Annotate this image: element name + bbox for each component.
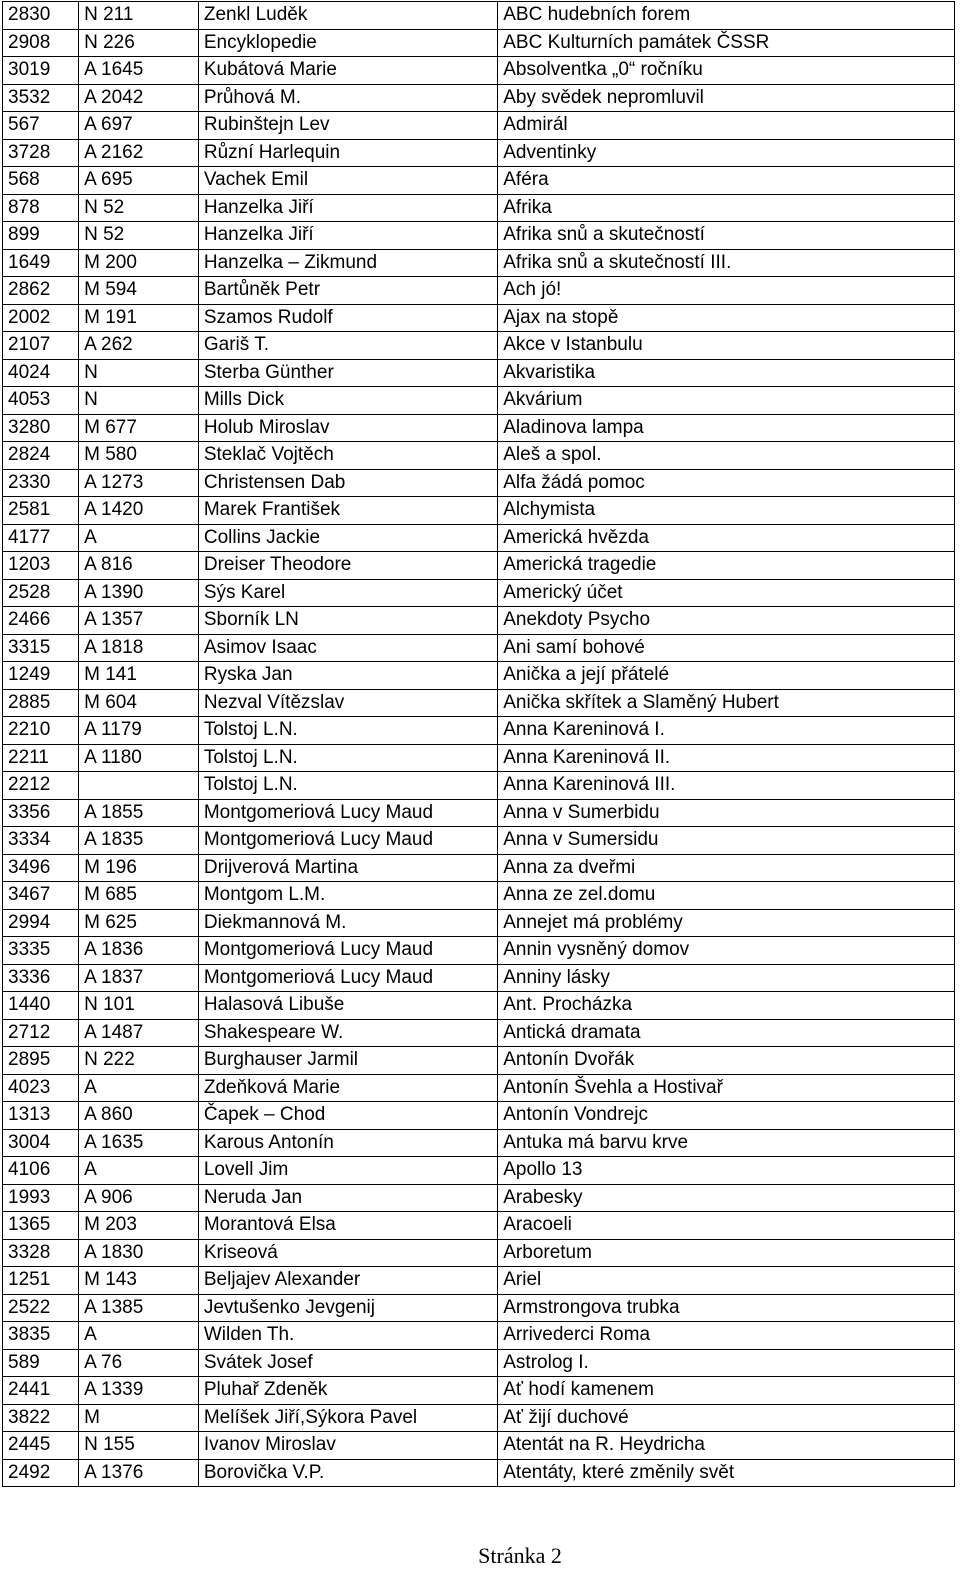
table-row (3, 1432, 955, 1460)
cell-shelf-mark: M 203 (79, 1212, 199, 1240)
cell-author: Neruda Jan (198, 1184, 497, 1212)
cell-title: Aféra (498, 167, 955, 195)
cell-title: Antická dramata (498, 1019, 955, 1047)
cell-title: Alfa žádá pomoc (498, 469, 955, 497)
cell-shelf-mark: A 1180 (79, 744, 199, 772)
cell-author: Marek František (198, 497, 497, 525)
cell-shelf-mark: A 1420 (79, 497, 199, 525)
cell-inventory-number: 2908 (3, 29, 79, 57)
cell-inventory-number: 2492 (3, 1459, 79, 1487)
cell-author: Zenkl Luděk (198, 2, 497, 30)
cell-shelf-mark: A 906 (79, 1184, 199, 1212)
cell-author: Průhová M. (198, 84, 497, 112)
cell-author: Vachek Emil (198, 167, 497, 195)
cell-title: Aleš a spol. (498, 442, 955, 470)
cell-inventory-number: 3532 (3, 84, 79, 112)
cell-shelf-mark: A 1818 (79, 634, 199, 662)
cell-inventory-number: 2107 (3, 332, 79, 360)
cell-title: Anička a její přátelé (498, 662, 955, 690)
table-row (3, 167, 955, 195)
cell-shelf-mark: M 625 (79, 909, 199, 937)
cell-author: Ivanov Miroslav (198, 1432, 497, 1460)
table-row (3, 1019, 955, 1047)
cell-title: Antuka má barvu krve (498, 1129, 955, 1157)
cell-inventory-number: 2210 (3, 717, 79, 745)
table-row (3, 222, 955, 250)
cell-shelf-mark: A 1357 (79, 607, 199, 635)
cell-author: Borovička V.P. (198, 1459, 497, 1487)
cell-shelf-mark: N 52 (79, 222, 199, 250)
cell-inventory-number: 3019 (3, 57, 79, 85)
table-row (3, 964, 955, 992)
table-row (3, 634, 955, 662)
cell-title: Annin vysněný domov (498, 937, 955, 965)
cell-shelf-mark: M 200 (79, 249, 199, 277)
cell-shelf-mark: A 1385 (79, 1294, 199, 1322)
cell-inventory-number: 2522 (3, 1294, 79, 1322)
cell-inventory-number: 2441 (3, 1377, 79, 1405)
cell-title: Ant. Procházka (498, 992, 955, 1020)
cell-inventory-number: 1251 (3, 1267, 79, 1295)
table-row (3, 29, 955, 57)
cell-shelf-mark: A 2042 (79, 84, 199, 112)
table-row (3, 1459, 955, 1487)
cell-inventory-number: 1313 (3, 1102, 79, 1130)
table-row (3, 442, 955, 470)
cell-author: Montgomeriová Lucy Maud (198, 827, 497, 855)
cell-title: ABC Kulturních památek ČSSR (498, 29, 955, 57)
cell-author: Lovell Jim (198, 1157, 497, 1185)
cell-title: Arrivederci Roma (498, 1322, 955, 1350)
cell-inventory-number: 2581 (3, 497, 79, 525)
cell-shelf-mark: M 580 (79, 442, 199, 470)
cell-title: Antonín Švehla a Hostivař (498, 1074, 955, 1102)
cell-shelf-mark: N 52 (79, 194, 199, 222)
table-row (3, 1404, 955, 1432)
cell-author: Sterba Günther (198, 359, 497, 387)
table-row (3, 1129, 955, 1157)
cell-inventory-number: 3728 (3, 139, 79, 167)
cell-title: Anna Kareninová I. (498, 717, 955, 745)
table-row (3, 524, 955, 552)
cell-shelf-mark: A 1376 (79, 1459, 199, 1487)
cell-shelf-mark: A 262 (79, 332, 199, 360)
cell-shelf-mark: A 1836 (79, 937, 199, 965)
cell-shelf-mark: A 1837 (79, 964, 199, 992)
table-row (3, 1267, 955, 1295)
table-row (3, 717, 955, 745)
cell-title: Ať hodí kamenem (498, 1377, 955, 1405)
cell-inventory-number: 3315 (3, 634, 79, 662)
cell-shelf-mark: N 211 (79, 2, 199, 30)
cell-shelf-mark: A 695 (79, 167, 199, 195)
cell-author: Beljajev Alexander (198, 1267, 497, 1295)
cell-title: Armstrongova trubka (498, 1294, 955, 1322)
cell-title: Alchymista (498, 497, 955, 525)
cell-shelf-mark: A (79, 524, 199, 552)
cell-author: Kubátová Marie (198, 57, 497, 85)
table-row (3, 1239, 955, 1267)
cell-author: Rubinštejn Lev (198, 112, 497, 140)
cell-inventory-number: 2445 (3, 1432, 79, 1460)
cell-inventory-number: 3004 (3, 1129, 79, 1157)
cell-shelf-mark: A 1339 (79, 1377, 199, 1405)
cell-shelf-mark: A 76 (79, 1349, 199, 1377)
cell-inventory-number: 3328 (3, 1239, 79, 1267)
cell-title: Americká hvězda (498, 524, 955, 552)
table-row (3, 1047, 955, 1075)
cell-author: Karous Antonín (198, 1129, 497, 1157)
table-row (3, 414, 955, 442)
cell-author: Morantová Elsa (198, 1212, 497, 1240)
table-row (3, 772, 955, 800)
cell-title: Anna v Sumersidu (498, 827, 955, 855)
cell-author: Tolstoj L.N. (198, 772, 497, 800)
cell-title: Arabesky (498, 1184, 955, 1212)
cell-author: Hanzelka Jiří (198, 222, 497, 250)
cell-inventory-number: 567 (3, 112, 79, 140)
table-row (3, 909, 955, 937)
cell-title: Adventinky (498, 139, 955, 167)
table-row (3, 469, 955, 497)
cell-shelf-mark: M 143 (79, 1267, 199, 1295)
cell-inventory-number: 2528 (3, 579, 79, 607)
cell-inventory-number: 1203 (3, 552, 79, 580)
cell-title: Anniny lásky (498, 964, 955, 992)
cell-author: Melíšek Jiří,Sýkora Pavel (198, 1404, 497, 1432)
cell-inventory-number: 3496 (3, 854, 79, 882)
cell-author: Bartůněk Petr (198, 277, 497, 305)
cell-author: Ryska Jan (198, 662, 497, 690)
table-row (3, 1184, 955, 1212)
cell-inventory-number: 4177 (3, 524, 79, 552)
cell-author: Pluhař Zdeněk (198, 1377, 497, 1405)
cell-author: Holub Miroslav (198, 414, 497, 442)
table-row (3, 359, 955, 387)
cell-inventory-number: 589 (3, 1349, 79, 1377)
cell-shelf-mark: A 1830 (79, 1239, 199, 1267)
cell-inventory-number: 1365 (3, 1212, 79, 1240)
table-row (3, 882, 955, 910)
cell-author: Shakespeare W. (198, 1019, 497, 1047)
table-row (3, 937, 955, 965)
cell-inventory-number: 3280 (3, 414, 79, 442)
cell-author: Tolstoj L.N. (198, 717, 497, 745)
table-row (3, 689, 955, 717)
cell-inventory-number: 3822 (3, 1404, 79, 1432)
cell-author: Montgomeriová Lucy Maud (198, 964, 497, 992)
cell-author: Nezval Vítězslav (198, 689, 497, 717)
cell-shelf-mark: N 226 (79, 29, 199, 57)
cell-title: Ať žijí duchové (498, 1404, 955, 1432)
cell-inventory-number: 2712 (3, 1019, 79, 1047)
cell-title: Americký účet (498, 579, 955, 607)
cell-author: Drijverová Martina (198, 854, 497, 882)
page-number: Stránka 2 (478, 1543, 562, 1568)
cell-title: Ariel (498, 1267, 955, 1295)
cell-author: Čapek – Chod (198, 1102, 497, 1130)
cell-title: Ajax na stopě (498, 304, 955, 332)
cell-author: Sborník LN (198, 607, 497, 635)
cell-title: Anna za dveřmi (498, 854, 955, 882)
cell-title: Americká tragedie (498, 552, 955, 580)
book-catalog-table (2, 1, 955, 1487)
table-row (3, 607, 955, 635)
cell-title: Antonín Vondrejc (498, 1102, 955, 1130)
cell-title: Atentát na R. Heydricha (498, 1432, 955, 1460)
cell-shelf-mark: N (79, 359, 199, 387)
cell-title: Astrolog I. (498, 1349, 955, 1377)
cell-shelf-mark: A 2162 (79, 139, 199, 167)
cell-shelf-mark: M 141 (79, 662, 199, 690)
cell-title: Aracoeli (498, 1212, 955, 1240)
cell-shelf-mark: A 816 (79, 552, 199, 580)
cell-shelf-mark: N 222 (79, 1047, 199, 1075)
cell-shelf-mark: A 1390 (79, 579, 199, 607)
cell-inventory-number: 878 (3, 194, 79, 222)
cell-author: Burghauser Jarmil (198, 1047, 497, 1075)
cell-shelf-mark: A 1645 (79, 57, 199, 85)
cell-author: Asimov Isaac (198, 634, 497, 662)
cell-title: Anna ze zel.domu (498, 882, 955, 910)
cell-title: Ach jó! (498, 277, 955, 305)
cell-inventory-number: 3356 (3, 799, 79, 827)
cell-title: Apollo 13 (498, 1157, 955, 1185)
cell-inventory-number: 3467 (3, 882, 79, 910)
cell-title: Absolventka „0“ ročníku (498, 57, 955, 85)
cell-inventory-number: 2895 (3, 1047, 79, 1075)
table-row (3, 194, 955, 222)
cell-title: Akvaristika (498, 359, 955, 387)
table-row (3, 497, 955, 525)
cell-author: Diekmannová M. (198, 909, 497, 937)
cell-shelf-mark: M 685 (79, 882, 199, 910)
cell-author: Různí Harlequin (198, 139, 497, 167)
cell-shelf-mark: N 101 (79, 992, 199, 1020)
table-row (3, 304, 955, 332)
cell-author: Collins Jackie (198, 524, 497, 552)
cell-inventory-number: 1993 (3, 1184, 79, 1212)
cell-title: Anna Kareninová II. (498, 744, 955, 772)
cell-shelf-mark: A (79, 1157, 199, 1185)
table-row (3, 57, 955, 85)
table-row (3, 1377, 955, 1405)
cell-inventory-number: 568 (3, 167, 79, 195)
table-row (3, 662, 955, 690)
cell-author: Steklač Vojtěch (198, 442, 497, 470)
cell-title: Afrika (498, 194, 955, 222)
cell-author: Hanzelka Jiří (198, 194, 497, 222)
table-row (3, 112, 955, 140)
cell-shelf-mark: M 196 (79, 854, 199, 882)
cell-inventory-number: 3334 (3, 827, 79, 855)
cell-inventory-number: 899 (3, 222, 79, 250)
cell-inventory-number: 3336 (3, 964, 79, 992)
table-row (3, 552, 955, 580)
table-row (3, 1349, 955, 1377)
cell-title: ABC hudebních forem (498, 2, 955, 30)
cell-title: Annejet má problémy (498, 909, 955, 937)
cell-author: Halasová Libuše (198, 992, 497, 1020)
cell-inventory-number: 2885 (3, 689, 79, 717)
cell-shelf-mark: A 1855 (79, 799, 199, 827)
cell-title: Anekdoty Psycho (498, 607, 955, 635)
table-row (3, 799, 955, 827)
table-row (3, 854, 955, 882)
cell-title: Afrika snů a skutečností III. (498, 249, 955, 277)
table-row (3, 992, 955, 1020)
cell-author: Mills Dick (198, 387, 497, 415)
cell-shelf-mark (79, 772, 199, 800)
table-row (3, 139, 955, 167)
cell-inventory-number: 1440 (3, 992, 79, 1020)
cell-inventory-number: 2862 (3, 277, 79, 305)
cell-author: Hanzelka – Zikmund (198, 249, 497, 277)
cell-title: Aladinova lampa (498, 414, 955, 442)
table-row (3, 1212, 955, 1240)
cell-inventory-number: 2466 (3, 607, 79, 635)
cell-inventory-number: 3835 (3, 1322, 79, 1350)
cell-inventory-number: 2002 (3, 304, 79, 332)
cell-author: Tolstoj L.N. (198, 744, 497, 772)
cell-title: Antonín Dvořák (498, 1047, 955, 1075)
cell-author: Encyklopedie (198, 29, 497, 57)
cell-title: Atentáty, které změnily svět (498, 1459, 955, 1487)
cell-inventory-number: 4106 (3, 1157, 79, 1185)
cell-author: Svátek Josef (198, 1349, 497, 1377)
table-row (3, 1294, 955, 1322)
cell-title: Akvárium (498, 387, 955, 415)
table-row (3, 579, 955, 607)
cell-shelf-mark: M 191 (79, 304, 199, 332)
cell-shelf-mark: A 1179 (79, 717, 199, 745)
cell-shelf-mark: A 697 (79, 112, 199, 140)
cell-author: Jevtušenko Jevgenij (198, 1294, 497, 1322)
table-row (3, 1322, 955, 1350)
table-row (3, 1074, 955, 1102)
cell-shelf-mark: M 594 (79, 277, 199, 305)
cell-title: Anna Kareninová III. (498, 772, 955, 800)
cell-shelf-mark: A 1273 (79, 469, 199, 497)
cell-author: Wilden Th. (198, 1322, 497, 1350)
table-row (3, 332, 955, 360)
cell-author: Montgomeriová Lucy Maud (198, 799, 497, 827)
cell-shelf-mark: M 677 (79, 414, 199, 442)
cell-title: Akce v Istanbulu (498, 332, 955, 360)
cell-shelf-mark: A (79, 1322, 199, 1350)
cell-inventory-number: 3335 (3, 937, 79, 965)
cell-inventory-number: 4053 (3, 387, 79, 415)
cell-title: Admirál (498, 112, 955, 140)
table-row (3, 2, 955, 30)
cell-inventory-number: 2994 (3, 909, 79, 937)
table-row (3, 744, 955, 772)
cell-title: Anička skřítek a Slaměný Hubert (498, 689, 955, 717)
cell-inventory-number: 2824 (3, 442, 79, 470)
cell-shelf-mark: A 1635 (79, 1129, 199, 1157)
cell-author: Gariš T. (198, 332, 497, 360)
cell-author: Kriseová (198, 1239, 497, 1267)
cell-author: Christensen Dab (198, 469, 497, 497)
cell-shelf-mark: N (79, 387, 199, 415)
cell-inventory-number: 2330 (3, 469, 79, 497)
table-row (3, 84, 955, 112)
cell-inventory-number: 4023 (3, 1074, 79, 1102)
cell-author: Szamos Rudolf (198, 304, 497, 332)
table-row (3, 249, 955, 277)
cell-inventory-number: 4024 (3, 359, 79, 387)
cell-title: Anna v Sumerbidu (498, 799, 955, 827)
cell-inventory-number: 2212 (3, 772, 79, 800)
table-row (3, 827, 955, 855)
cell-author: Zdeňková Marie (198, 1074, 497, 1102)
table-row (3, 1102, 955, 1130)
cell-author: Montgom L.M. (198, 882, 497, 910)
cell-author: Sýs Karel (198, 579, 497, 607)
cell-author: Dreiser Theodore (198, 552, 497, 580)
cell-shelf-mark: A 1835 (79, 827, 199, 855)
cell-shelf-mark: A 1487 (79, 1019, 199, 1047)
table-row (3, 387, 955, 415)
cell-title: Aby svědek nepromluvil (498, 84, 955, 112)
cell-inventory-number: 2211 (3, 744, 79, 772)
table-row (3, 1157, 955, 1185)
cell-inventory-number: 1649 (3, 249, 79, 277)
cell-shelf-mark: M (79, 1404, 199, 1432)
cell-inventory-number: 1249 (3, 662, 79, 690)
cell-shelf-mark: M 604 (79, 689, 199, 717)
catalog-table-body (3, 2, 955, 1487)
cell-title: Arboretum (498, 1239, 955, 1267)
table-row (3, 277, 955, 305)
cell-inventory-number: 2830 (3, 2, 79, 30)
cell-title: Ani samí bohové (498, 634, 955, 662)
cell-shelf-mark: N 155 (79, 1432, 199, 1460)
cell-shelf-mark: A 860 (79, 1102, 199, 1130)
cell-title: Afrika snů a skutečností (498, 222, 955, 250)
cell-author: Montgomeriová Lucy Maud (198, 937, 497, 965)
cell-shelf-mark: A (79, 1074, 199, 1102)
